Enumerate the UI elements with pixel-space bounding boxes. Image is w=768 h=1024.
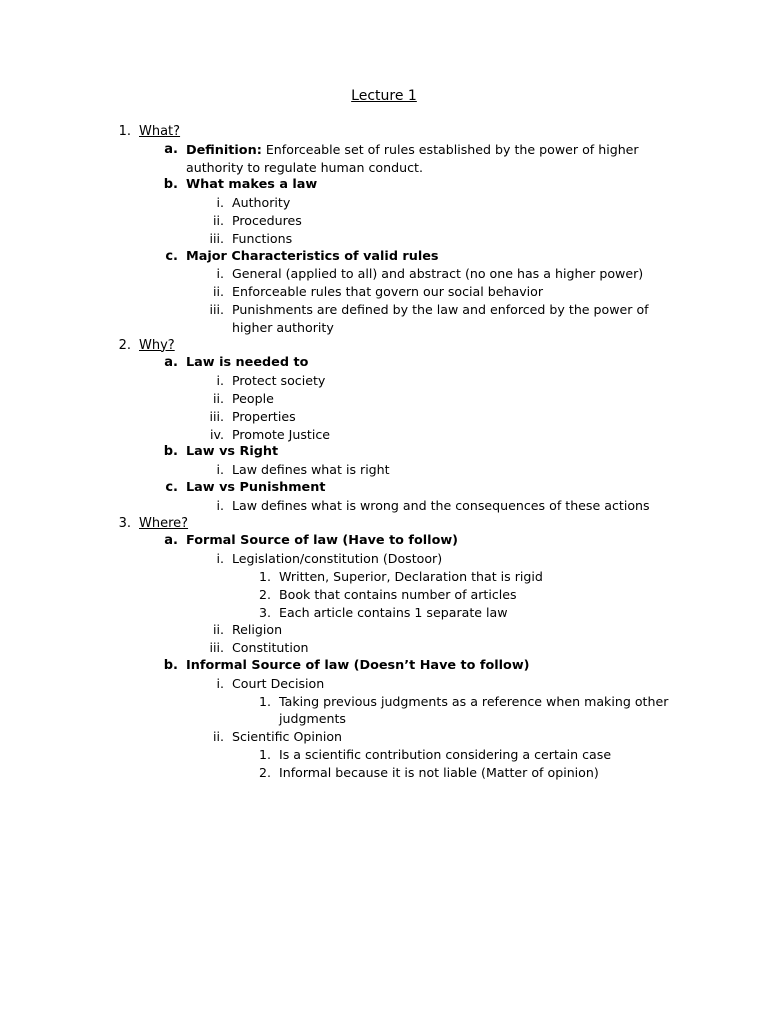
list-marker: 2.: [118, 337, 131, 353]
outline-line: [216, 497, 650, 515]
list-marker: 2.: [258, 586, 271, 602]
outline-line: [163, 657, 530, 675]
list-marker: ii.: [212, 284, 224, 300]
item-text: Religion: [232, 622, 283, 638]
list-marker: i.: [216, 462, 224, 478]
item-heading: Major Characteristics of valid rules: [186, 248, 439, 264]
list-marker: iii.: [209, 408, 224, 424]
item-heading: Definition:: [186, 142, 262, 158]
list-marker: ii.: [212, 213, 224, 228]
list-marker: c.: [165, 480, 178, 495]
outline-line: [216, 194, 291, 212]
list-marker: 1.: [118, 124, 131, 139]
list-marker: 3.: [258, 604, 271, 620]
list-marker: iv.: [210, 426, 224, 442]
list-marker: iii.: [209, 302, 224, 317]
outline-line: [212, 621, 283, 639]
list-marker: 1.: [258, 569, 271, 584]
item-text: Written, Superior, Declaration that is rigid: [279, 569, 543, 584]
item-text: People: [232, 391, 274, 406]
list-marker: i.: [216, 266, 224, 282]
item-text: Enforceable set of rules established by the power of higher: [261, 141, 639, 157]
list-marker: a.: [164, 355, 178, 371]
outline-line: [216, 550, 443, 568]
item-text: Where?: [139, 515, 189, 531]
item-text: Taking previous judgments as a reference when making other: [279, 693, 669, 709]
list-marker: 2.: [258, 764, 271, 780]
item-text: Constitution: [232, 640, 309, 656]
list-marker: i.: [216, 497, 224, 513]
outline-line: [164, 354, 309, 372]
outline-line: [216, 372, 326, 390]
outline-line: [163, 443, 279, 461]
outline-line: [164, 532, 459, 550]
list-marker: i.: [216, 373, 224, 389]
list-marker: a.: [164, 533, 178, 549]
item-text: What?: [139, 124, 181, 139]
item-text: Procedures: [232, 213, 302, 228]
list-marker: ii.: [212, 729, 224, 745]
outline-line: [118, 337, 175, 355]
item-heading: What makes a law: [186, 177, 318, 193]
item-text: Authority: [232, 195, 291, 211]
list-marker: i.: [216, 675, 224, 691]
item-text: Court Decision: [232, 675, 325, 691]
outline-line: [209, 408, 296, 426]
item-text: Functions: [232, 230, 293, 246]
outline-line: [118, 515, 189, 533]
outline-line: [258, 568, 543, 586]
list-marker: iii.: [209, 640, 224, 656]
list-marker: b.: [163, 658, 178, 673]
item-text: Legislation/constitution (Dostoor): [232, 551, 443, 567]
item-heading: Informal Source of law (Doesn’t Have to follow): [186, 658, 530, 673]
outline-line: [279, 710, 346, 728]
list-marker: i.: [216, 551, 224, 567]
list-marker: ii.: [212, 391, 224, 406]
item-text: Book that contains number of articles: [279, 586, 517, 602]
item-text: authority to regulate human conduct.: [186, 159, 423, 175]
item-heading: Law vs Punishment: [186, 480, 326, 495]
outline-line: [258, 764, 599, 782]
list-marker: ii.: [212, 622, 224, 638]
list-marker: c.: [165, 248, 178, 264]
item-heading: Law vs Right: [186, 444, 279, 460]
outline-line: [118, 123, 181, 141]
item-text: Punishments are defined by the law and enforced by the power of: [232, 302, 649, 317]
list-marker: b.: [163, 177, 178, 193]
item-text: Each article contains 1 separate law: [279, 604, 508, 620]
item-text: Is a scientific contribution considering a certain case: [279, 747, 612, 762]
outline-line: [210, 426, 331, 444]
outline-line: [164, 141, 639, 160]
item-text: Informal because it is not liable (Matter of opinion): [279, 764, 599, 780]
list-marker: a.: [164, 141, 178, 157]
list-marker: 1.: [258, 747, 271, 762]
outline-line: [212, 390, 274, 408]
item-text: Promote Justice: [232, 426, 331, 442]
item-text: Properties: [232, 408, 296, 424]
list-marker: iii.: [209, 230, 224, 246]
outline-line: [209, 230, 293, 248]
item-text: Scientific Opinion: [232, 729, 343, 745]
outline-line: [258, 604, 508, 622]
outline-line: [165, 248, 439, 266]
outline-line: [186, 159, 423, 178]
outline-line: [258, 746, 612, 764]
item-text: Law defines what is wrong and the consequences of these actions: [232, 497, 650, 513]
outline-line: [216, 265, 644, 283]
item-text: Enforceable rules that govern our social behavior: [232, 284, 544, 300]
outline-line: [258, 693, 669, 711]
item-text: Why?: [139, 337, 175, 353]
outline-line: [212, 283, 544, 301]
outline-line: [165, 479, 326, 497]
outline-line: [163, 176, 318, 194]
item-text: Protect society: [232, 373, 326, 389]
item-text: judgments: [279, 711, 346, 727]
outline-line: [212, 728, 343, 746]
list-marker: i.: [216, 195, 224, 211]
item-heading: Law is needed to: [186, 355, 309, 371]
item-text: General (applied to all) and abstract (no one has a higher power): [232, 266, 644, 282]
item-text: Law defines what is right: [232, 462, 390, 478]
page-title: Lecture 1: [351, 88, 417, 104]
outline-line: [258, 586, 517, 604]
list-marker: 3.: [118, 515, 131, 531]
outline-line: [232, 319, 334, 337]
list-marker: b.: [163, 444, 178, 460]
list-marker: 1.: [258, 693, 271, 709]
outline-line: [216, 461, 390, 479]
item-text: higher authority: [232, 319, 334, 335]
outline-line: [216, 675, 325, 693]
item-heading: Formal Source of law (Have to follow): [186, 533, 459, 549]
outline-line: [209, 639, 309, 657]
outline-line: [209, 301, 649, 319]
outline-line: [212, 212, 302, 230]
